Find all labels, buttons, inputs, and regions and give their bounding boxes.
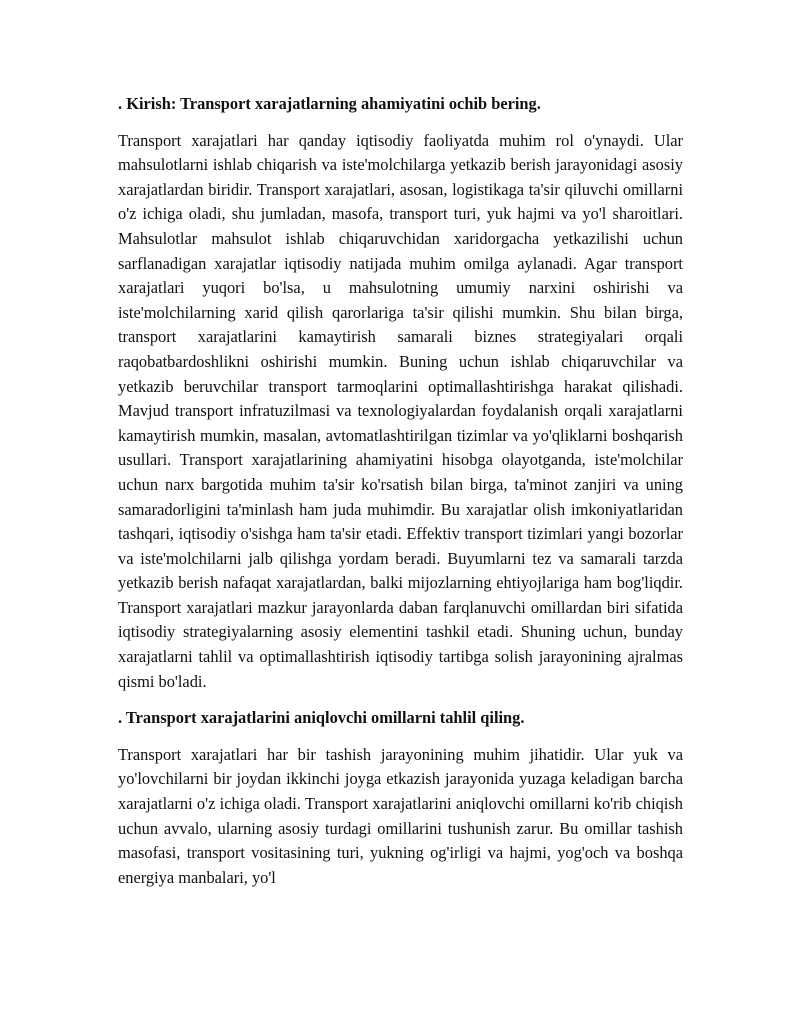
section-paragraph-introduction: Transport xarajatlari har qanday iqtisodiy faoliyatda muhim rol o'ynaydi. Ular mahsulotlarni ishlab chiqarish va iste'molchilarga yetkazib berish jarayonidagi asosiy xarajatlardan biridir. Transport xarajatlari, asosan, logistikaga ta'sir qiluvchi omillarni o'z ichiga oladi, shu jumladan, masofa, transport turi, yuk hajmi va yo'l sharoitlari. Mahsulotlar mahsulot ishlab chiqaruvchidan xaridorgacha yetkazilishi uchun sarflanadigan xarajatlar iqtisodiy natijada muhim omilga aylanadi. Agar transport xarajatlari yuqori bo'lsa, u mahsulotning umumiy narxini oshirishi va iste'molchilarning xarid qilish qarorlariga ta'sir qilishi mumkin. Shu bilan birga, transport xarajatlarini kamaytirish samarali biznes strategiyalari orqali raqobatbardoshlikni oshirishi mumkin. Buning uchun ishlab chiqaruvchilar va yetkazib beruvchilar transport tarmoqlarini optimallashtirishga harakat qilishadi. Mavjud transport infratuzilmasi va texnologiyalardan foydalanish orqali xarajatlarni kamaytirish mumkin, masalan, avtomatlashtirilgan tizimlar va yo'qliklarni boshqarish usullari. Transport xarajatlarining ahamiyatini hisobga olayotganda, iste'molchilar uchun narx bargotida muhim ta'sir ko'rsatish bilan birga, ta'minot zanjiri va uning samaradorligini ta'minlash ham juda muhimdir. Bu xarajatlar olish imkoniyatlaridan tashqari, iqtisodiy o'sishga ham ta'sir etadi. Effektiv transport tizimlari yangi bozorlar va iste'molchilarni jalb qilishga yordam beradi. Buyumlarni tez va samarali tarzda yetkazib berish nafaqat xarajatlardan, balki mijozlarning ehtiyojlariga ham bog'liqdir. Transport xarajatlari mazkur jarayonlarda daban farqlanuvchi omillardan biri sifatida iqtisodiy strategiyalarning asosiy elementini tashkil etadi. Shuning uchun, bunday xarajatlarni tahlil va optimallashtirish iqtisodiy tartibga solish jarayonining ajralmas qismi bo'ladi. <box>118 130 683 691</box>
section-heading-introduction: . Kirish: Transport xarajatlarning ahamiyatini ochib bering. <box>118 94 541 113</box>
section-heading-factors: . Transport xarajatlarini aniqlovchi omillarni tahlil qiling. <box>118 708 525 728</box>
section-paragraph-factors: Transport xarajatlari har bir tashish jarayonining muhim jihatidir. Ular yuk va yo'lovchilarni bir joydan ikkinchi joyga etkazish jarayonida yuzaga keladigan barcha xarajatlarni o'z ichiga oladi. Transport xarajatlarini aniqlovchi omillarni ko'rib chiqish uchun avvalo, ularning asosiy turdagi omillarini tushunish zarur. Bu omillar tashish masofasi, transport vositasining turi, yukning og'irligi va hajmi, yog'och va boshqa energiya manbalari, yo'l <box>118 744 683 887</box>
document-page <box>118 92 683 902</box>
